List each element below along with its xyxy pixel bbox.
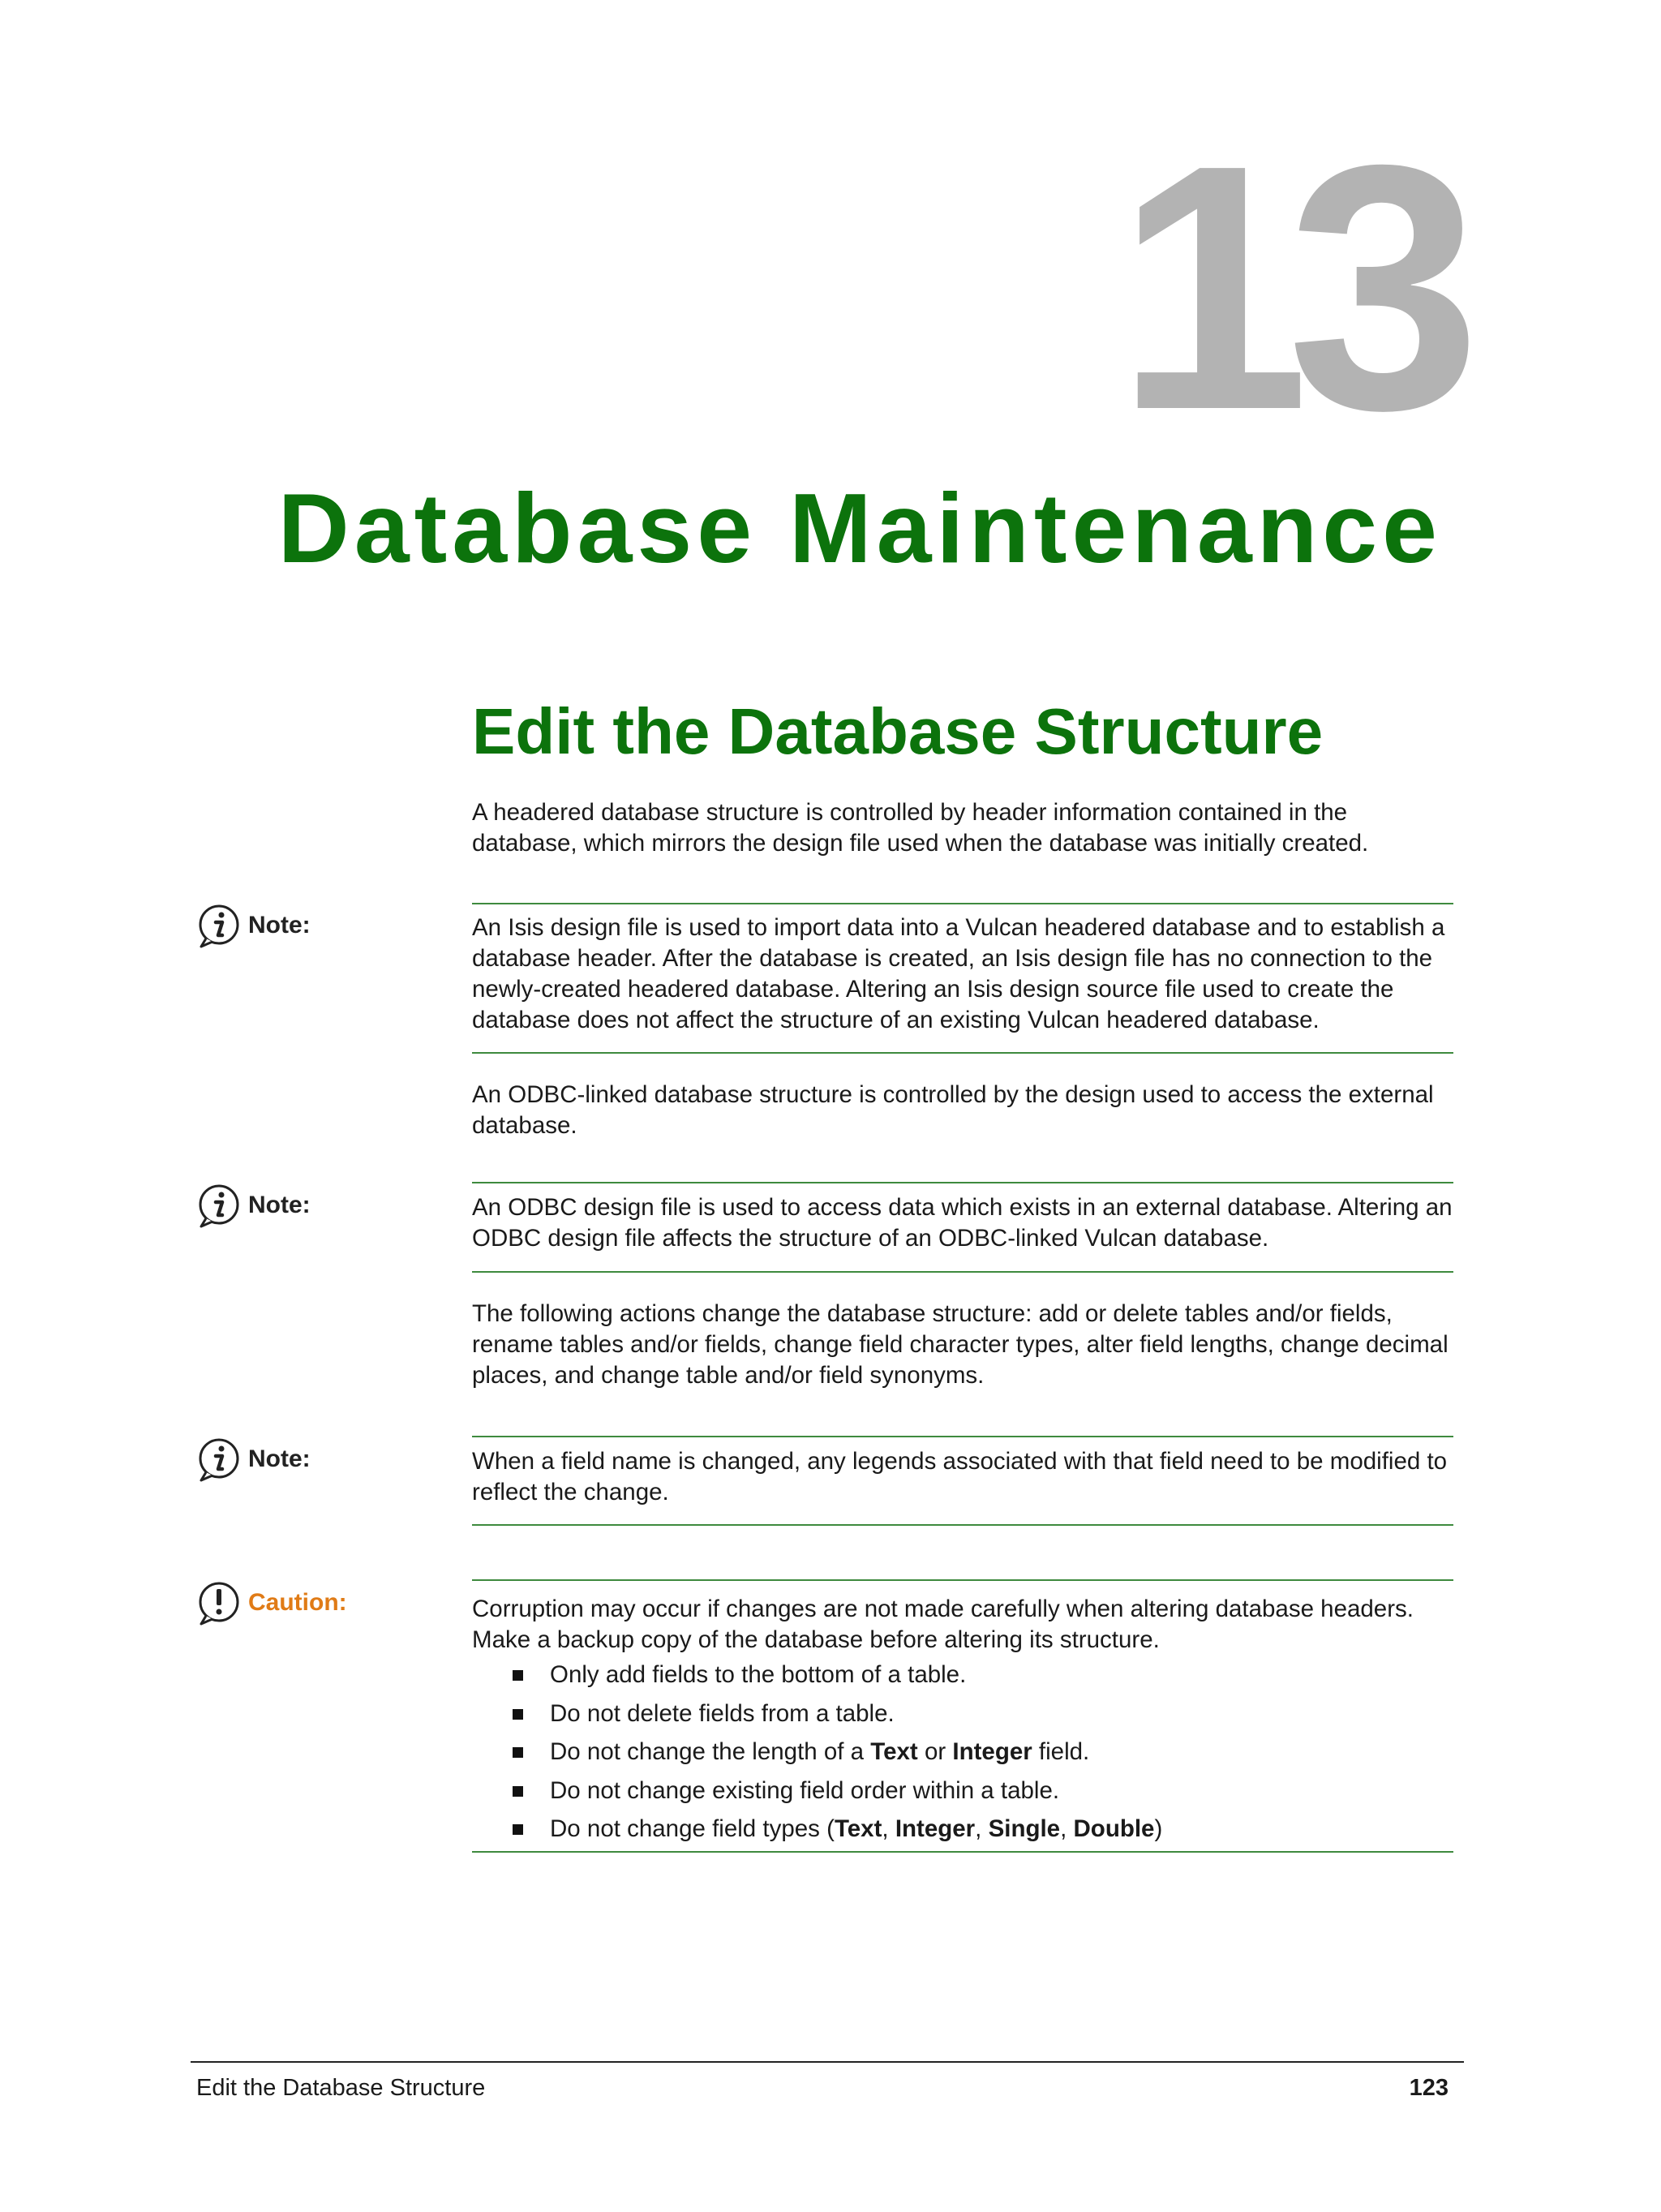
chapter-title: Database Maintenance <box>277 473 1442 583</box>
bullet-text: Do not change existing field order within a table. <box>550 1776 1060 1804</box>
odbc-paragraph: An ODBC-linked database structure is controlled by the design used to access the external database. <box>472 1081 1434 1139</box>
footer-section-title: Edit the Database Structure <box>196 2075 486 2101</box>
caution-bullet-list <box>472 1656 1453 1849</box>
info-icon <box>196 1437 242 1482</box>
note-label <box>196 903 311 948</box>
caution-top-rule <box>472 1579 1453 1581</box>
bullet-text: Do not change the length of a Text or Integer field. <box>550 1738 1090 1765</box>
note-bottom-rule <box>472 1524 1453 1526</box>
bullet-icon <box>513 1786 523 1797</box>
section-title: Edit the Database Structure <box>472 695 1324 767</box>
note-text: An ODBC design file is used to access data which exists in an external database. Altering an ODBC design file affects the structure of an ODBC-linked Vulcan database. <box>472 1194 1453 1252</box>
actions-paragraph: The following actions change the database structure: add or delete tables and/or fields, rename tables and/or fields, change field character types, alter field lengths, change decimal places, and change table and/or field synonyms. <box>472 1300 1449 1389</box>
list-item <box>472 1694 1453 1733</box>
bullet-text: Do not change field types (Text, Integer, Single, Double) <box>550 1815 1163 1842</box>
caution-text: Corruption may occur if changes are not made carefully when altering database headers. Make a backup copy of the database before altering its structure. <box>472 1596 1414 1653</box>
bullet-icon <box>513 1670 523 1681</box>
note-top-rule <box>472 903 1453 904</box>
info-icon <box>196 903 242 948</box>
caution-label-text: Caution: <box>248 1589 347 1616</box>
bullet-text: Only add fields to the bottom of a table. <box>550 1661 967 1688</box>
note-top-rule <box>472 1436 1453 1437</box>
bullet-icon <box>513 1747 523 1758</box>
note-label-text: Note: <box>248 1192 311 1218</box>
note-text: An Isis design file is used to import data into a Vulcan headered database and to establish a database header. After the database is created, an Isis design file has no connection to the newly-created headered database. Altering an Isis design source file used to create the database does not affect the structure of an existing Vulcan headered database. <box>472 914 1445 1033</box>
bullet-text: Do not delete fields from a table. <box>550 1699 895 1727</box>
note-label-text: Note: <box>248 912 311 938</box>
list-item <box>472 1656 1453 1694</box>
note-bottom-rule <box>472 1052 1453 1054</box>
note-bottom-rule <box>472 1271 1453 1273</box>
caution-bottom-rule <box>472 1851 1453 1853</box>
note-label <box>196 1183 311 1228</box>
note-text: When a field name is changed, any legends associated with that field need to be modified to reflect the change. <box>472 1448 1448 1505</box>
caution-icon <box>196 1580 242 1626</box>
note-label-text: Note: <box>248 1445 311 1472</box>
list-item <box>472 1772 1453 1810</box>
caution-label <box>196 1580 347 1626</box>
page-number: 123 <box>1409 2075 1449 2101</box>
list-item <box>472 1733 1453 1772</box>
note-label <box>196 1437 311 1482</box>
footer-rule <box>191 2061 1464 2063</box>
intro-paragraph: A headered database structure is controlled by header information contained in the database, which mirrors the design file used when the database was initially created. <box>472 799 1369 857</box>
list-item <box>472 1810 1453 1849</box>
bullet-icon <box>513 1709 523 1720</box>
note-top-rule <box>472 1182 1453 1183</box>
bullet-icon <box>513 1824 523 1835</box>
chapter-number: 13 <box>1115 93 1458 483</box>
info-icon <box>196 1183 242 1228</box>
